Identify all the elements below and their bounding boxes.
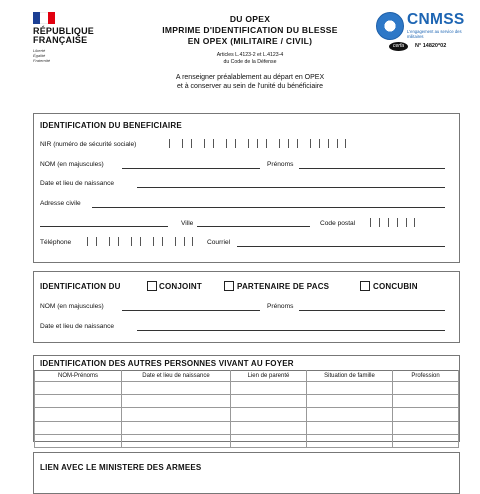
pacs-checkbox[interactable] [224,281,234,291]
form-header [130,14,370,91]
table-cell[interactable] [307,421,393,434]
table-cell[interactable] [122,434,231,447]
cnmss-logo [376,12,472,40]
email-label: Courriel [207,239,231,246]
instructions-line2: et à conserver au sein de l'unité du bénéficiaire [176,83,324,90]
address-label: Adresse civile [40,200,81,207]
household-table-body [35,382,459,448]
partner-firstname-label: Prénoms [267,303,294,310]
partner-section [33,271,460,343]
partner-birth-field[interactable] [137,330,445,331]
partner-section-title: IDENTIFICATION DU [40,282,121,291]
ministry-section-title: LIEN AVEC LE MINISTERE DES ARMEES [40,463,202,472]
beneficiary-birth-field[interactable] [137,187,445,188]
beneficiary-name-label: NOM (en majuscules) [40,161,104,168]
form-title-line2: IMPRIME D'IDENTIFICATION DU BLESSE [162,25,338,35]
table-cell[interactable] [35,395,122,408]
column-header-profession: Profession [393,371,459,382]
postal-code-label: Code postal [320,220,356,227]
city-label: Ville [181,220,194,227]
cohabitant-option-label: CONCUBIN [373,282,418,291]
postal-code-cells[interactable] [370,218,415,227]
nir-input-cells[interactable] [169,139,346,148]
table-cell[interactable] [307,434,393,447]
table-cell[interactable] [35,421,122,434]
table-row [35,421,459,434]
table-cell[interactable] [307,382,393,395]
table-cell[interactable] [122,395,231,408]
table-cell[interactable] [231,395,307,408]
table-cell[interactable] [231,382,307,395]
republic-name-line1: RÉPUBLIQUE [33,26,95,36]
org-tagline: L'engagement au service des militaires [407,29,462,39]
articles-line2: du Code de la Défense [223,59,277,65]
instructions-line1: A renseigner préalablement au départ en OPEX [175,74,325,81]
table-cell[interactable] [231,408,307,421]
table-cell[interactable] [231,421,307,434]
spouse-checkbox[interactable] [147,281,157,291]
table-cell[interactable] [35,382,122,395]
household-section-title: IDENTIFICATION DES AUTRES PERSONNES VIVANT AU FOYER [40,359,294,368]
partner-birth-label: Date et lieu de naissance [40,323,115,330]
ministry-section [33,452,460,494]
table-cell[interactable] [393,421,459,434]
household-table [34,370,459,448]
beneficiary-name-field[interactable] [122,168,260,169]
beneficiary-section-title: IDENTIFICATION DU BENEFICIAIRE [40,121,182,130]
republique-francaise-logo [33,12,113,63]
column-header-birth: Date et lieu de naissance [122,371,231,382]
pacs-option-label: PARTENAIRE DE PACS [237,282,330,291]
city-field[interactable] [197,226,310,227]
column-header-family-status: Situation de famille [307,371,393,382]
table-row [35,408,459,421]
phone-label: Téléphone [40,239,72,246]
org-name: CNMSS [407,11,465,28]
table-row [35,434,459,447]
table-row [35,382,459,395]
form-title-line1: DU OPEX [229,14,271,24]
address-line2-field[interactable] [40,226,168,227]
household-section [33,355,460,442]
beneficiary-section [33,113,460,263]
table-cell[interactable] [122,382,231,395]
table-cell[interactable] [122,408,231,421]
motto-line3: Fraternité [33,58,51,63]
spouse-option-label: CONJOINT [159,282,202,291]
table-cell[interactable] [393,434,459,447]
french-flag-icon [33,12,55,24]
partner-name-label: NOM (en majuscules) [40,303,104,310]
beneficiary-firstname-field[interactable] [299,168,445,169]
form-number: N° 14820*02 [415,43,447,49]
beneficiary-birth-label: Date et lieu de naissance [40,180,115,187]
column-header-relationship: Lien de parenté [231,371,307,382]
partner-firstname-field[interactable] [299,310,445,311]
table-cell[interactable] [35,434,122,447]
phone-cells[interactable] [87,237,193,246]
table-row [35,395,459,408]
table-cell[interactable] [231,434,307,447]
motto-line1: Liberté [33,48,46,53]
table-cell[interactable] [307,408,393,421]
nir-label: NIR (numéro de sécurité sociale) [40,141,137,148]
beneficiary-firstname-label: Prénoms [267,161,294,168]
form-title-line3: EN OPEX (MILITAIRE / CIVIL) [187,36,313,46]
cnmss-seal-icon [376,12,404,40]
table-cell[interactable] [393,395,459,408]
table-cell[interactable] [122,421,231,434]
email-field[interactable] [237,246,445,247]
articles-line1: Articles L.4123-2 et L.4123-4 [216,52,284,58]
table-cell[interactable] [35,408,122,421]
column-header-name: NOM-Prénoms [35,371,122,382]
address-field[interactable] [92,207,445,208]
partner-name-field[interactable] [122,310,260,311]
republic-name-line2: FRANÇAISE [33,35,88,45]
motto-line2: Égalité [33,53,46,58]
cohabitant-checkbox[interactable] [360,281,370,291]
table-cell[interactable] [393,382,459,395]
cerfa-logo: cerfa [389,42,408,51]
table-cell[interactable] [393,408,459,421]
table-cell[interactable] [307,395,393,408]
